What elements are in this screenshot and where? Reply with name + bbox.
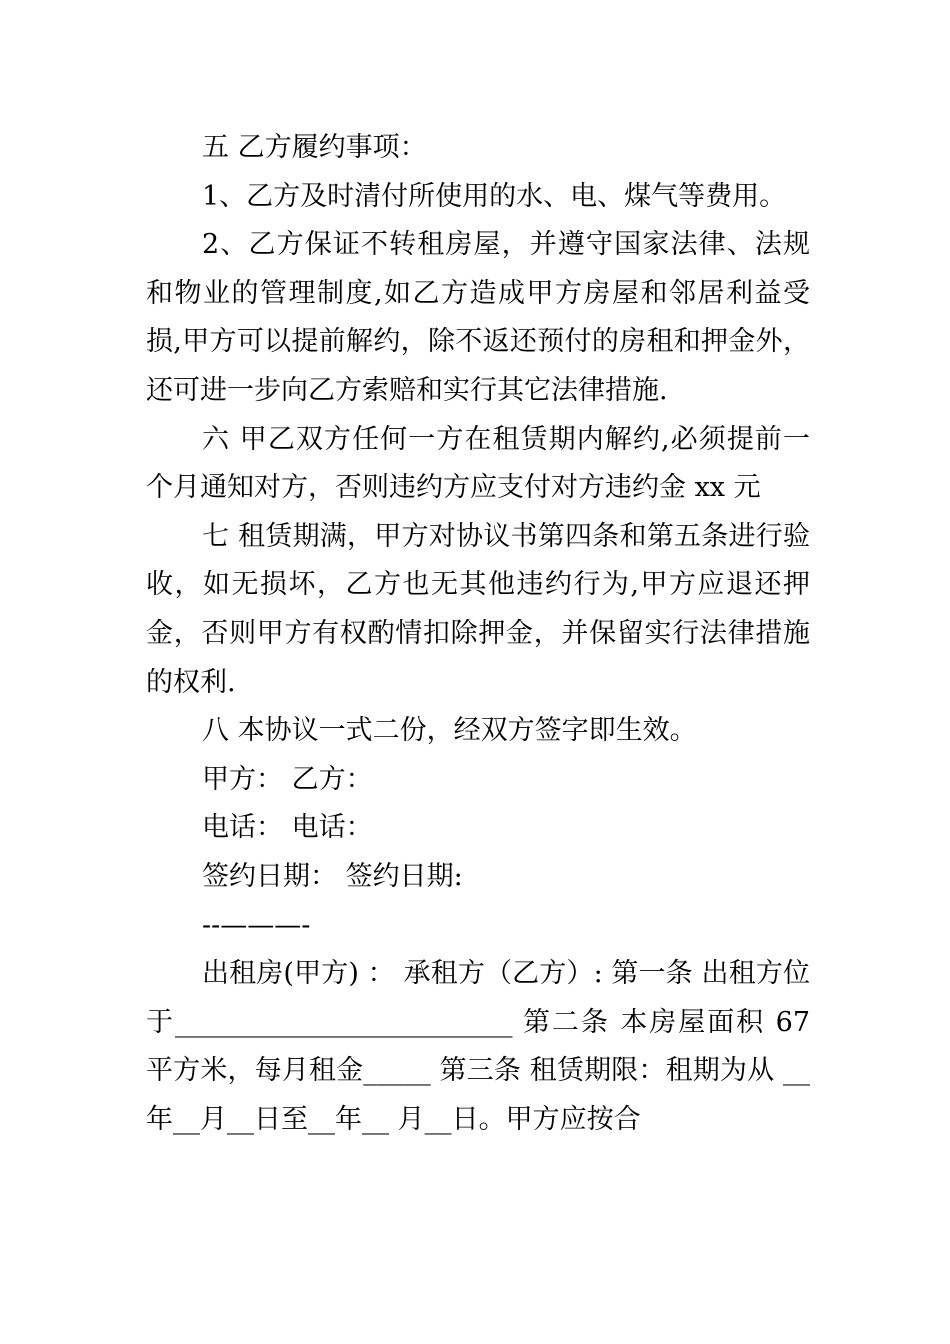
document-page [146,124,810,1144]
section-5-heading: 五 乙方履约事项： [202,132,427,163]
section-7: 七 租赁期满，甲方对协议书第四条和第五条进行验收，如无损坏，乙方也无其他违约行为,甲方应退还押金，否则甲方有权酌情扣除押金，并保留实行法律措施的权利. [146,520,810,698]
signature-party-line: 甲方： 乙方： [202,763,373,795]
section-6: 六 甲乙双方任何一方在租赁期内解约,必须提前一个月通知对方，否则违约方应支付对方违约金 xx 元 [146,423,810,504]
section-8: 八 本协议一式二份，经双方签字即生效。 [202,715,697,747]
section-5-item-2: 2、乙方保证不转租房屋，并遵守国家法律、法规和物业的管理制度,如乙方造成甲方房屋和邻居利益受损,甲方可以提前解约，除不返还预付的房租和押金外，还可进一步向乙方索赔和实行其它法律措施. [146,229,810,406]
second-contract-intro: 出租房(甲方) ： 承租方（乙方）: 第一条 出租方位于_________________________ 第二条 本房屋面积 67 平方米，每月租金_____ 第三条 租赁期限：租期为从 __年__月__日至__年__ 月__日。甲方应按合 [146,958,810,1135]
separator-line: --———- [202,909,311,941]
signature-date-line: 签约日期： 签约日期: [202,860,463,892]
signature-phone-line: 电话： 电话： [202,812,373,844]
section-5-item-1: 1、乙方及时清付所使用的水、电、煤气等费用。 [202,180,787,212]
